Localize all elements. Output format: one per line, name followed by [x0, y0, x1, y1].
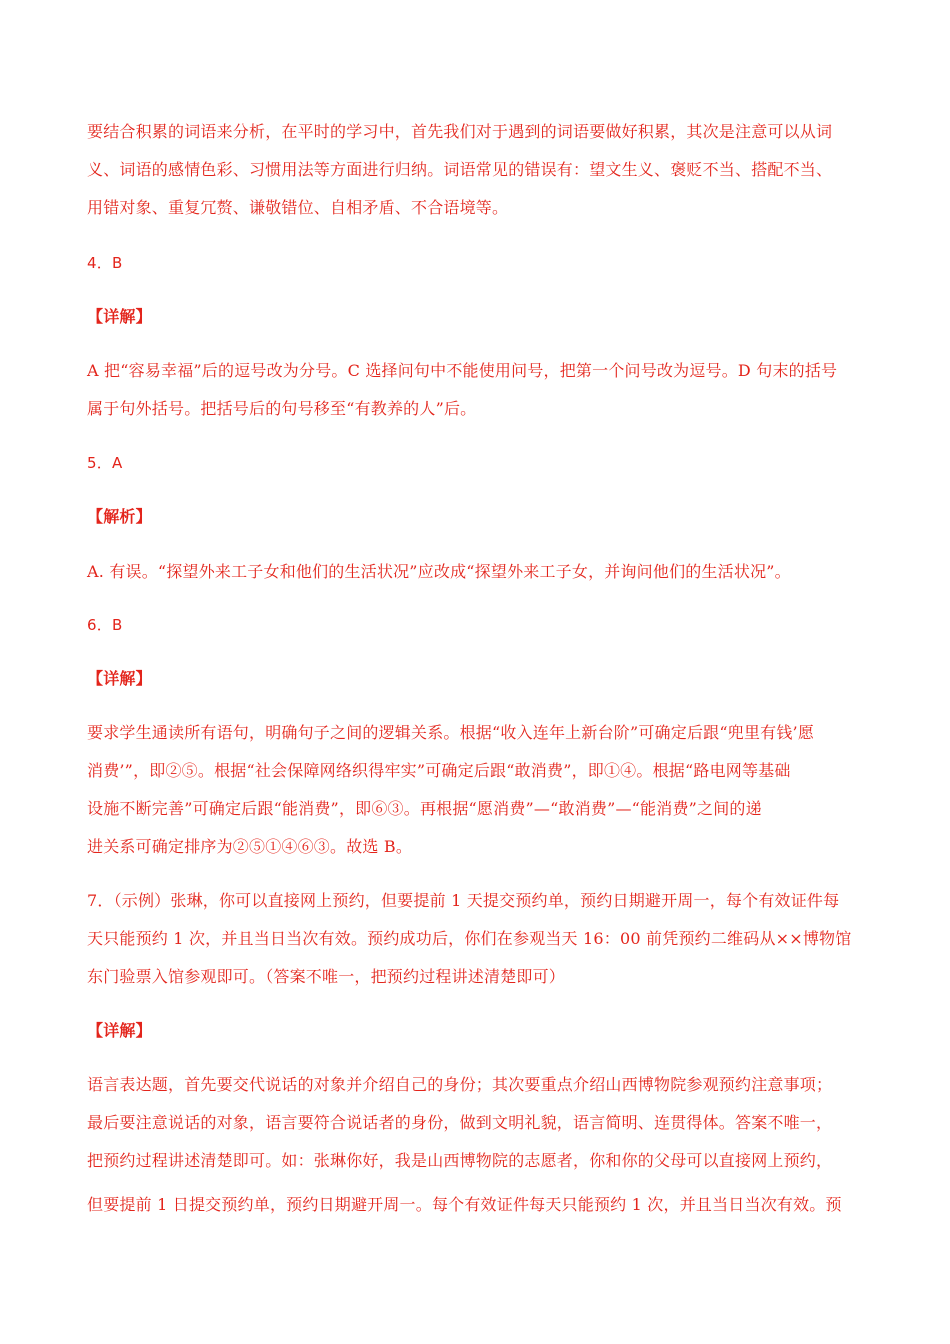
q6-explanation-line: 要求学生通读所有语句，明确句子之间的逻辑关系。根据“收入连年上新台阶”可确定后跟“兜里有钱’愿 [87, 723, 815, 742]
intro-line: 用错对象、重复冗赘、谦敬错位、自相矛盾、不合语境等。 [87, 198, 509, 217]
q5-analysis-tag: 【解析】 [87, 507, 152, 526]
q4-answer: 4．B [87, 254, 123, 272]
q7-explanation-line: 语言表达题，首先要交代说话的对象并介绍自己的身份；其次要重点介绍山西博物院参观预约注意事项； [87, 1075, 833, 1094]
q7-answer-line: 东门验票入馆参观即可。（答案不唯一，把预约过程讲述清楚即可） [87, 967, 566, 986]
q6-detail-tag: 【详解】 [87, 669, 152, 688]
q6-answer: 6．B [87, 616, 123, 634]
q4-explanation-line: A 把“容易幸福”后的逗号改为分号。C 选择问句中不能使用问号，把第一个问号改为逗号。D 句末的括号 [87, 361, 838, 380]
q7-answer-line: 天只能预约 1 次，并且当日当次有效。预约成功后，你们在参观当天 16：00 前凭预约二维码从××博物馆 [87, 929, 852, 948]
q7-answer-line: 7．（示例）张琳，你可以直接网上预约，但要提前 1 天提交预约单，预约日期避开周一，每个有效证件每 [87, 891, 840, 910]
q5-explanation-line: A. 有误。“探望外来工子女和他们的生活状况”应改成“探望外来工子女，并询问他们的生活状况”。 [87, 562, 791, 581]
q6-explanation-line: 设施不断完善”可确定后跟“能消费”，即⑥③。再根据“愿消费”—“敢消费”—“能消费”之间的递 [87, 799, 762, 818]
q7-explanation-line: 把预约过程讲述清楚即可。如：张琳你好，我是山西博物院的志愿者，你和你的父母可以直接网上预约， [87, 1151, 833, 1170]
q7-explanation-line: 但要提前 1 日提交预约单，预约日期避开周一。每个有效证件每天只能预约 1 次，并且当日当次有效。预 [87, 1195, 842, 1214]
q7-detail-tag: 【详解】 [87, 1021, 152, 1040]
q7-explanation-line: 最后要注意说话的对象，语言要符合说话者的身份，做到文明礼貌，语言简明、连贯得体。答案不唯一， [87, 1113, 833, 1132]
q6-explanation-line: 消费’”，即②⑤。根据“社会保障网络织得牢实”可确定后跟“敢消费”，即①④。根据“路电网等基础 [87, 761, 791, 780]
q5-answer: 5．A [87, 454, 123, 472]
q6-explanation-line: 进关系可确定排序为②⑤①④⑥③。故选 B。 [87, 837, 413, 856]
q4-explanation-line: 属于句外括号。把括号后的句号移至“有教养的人”后。 [87, 399, 477, 418]
intro-line: 义、词语的感情色彩、习惯用法等方面进行归纳。词语常见的错误有：望文生义、褒贬不当、搭配不当、 [87, 160, 833, 179]
intro-line: 要结合积累的词语来分析，在平时的学习中，首先我们对于遇到的词语要做好积累，其次是注意可以从词 [87, 122, 833, 141]
q4-detail-tag: 【详解】 [87, 307, 152, 326]
